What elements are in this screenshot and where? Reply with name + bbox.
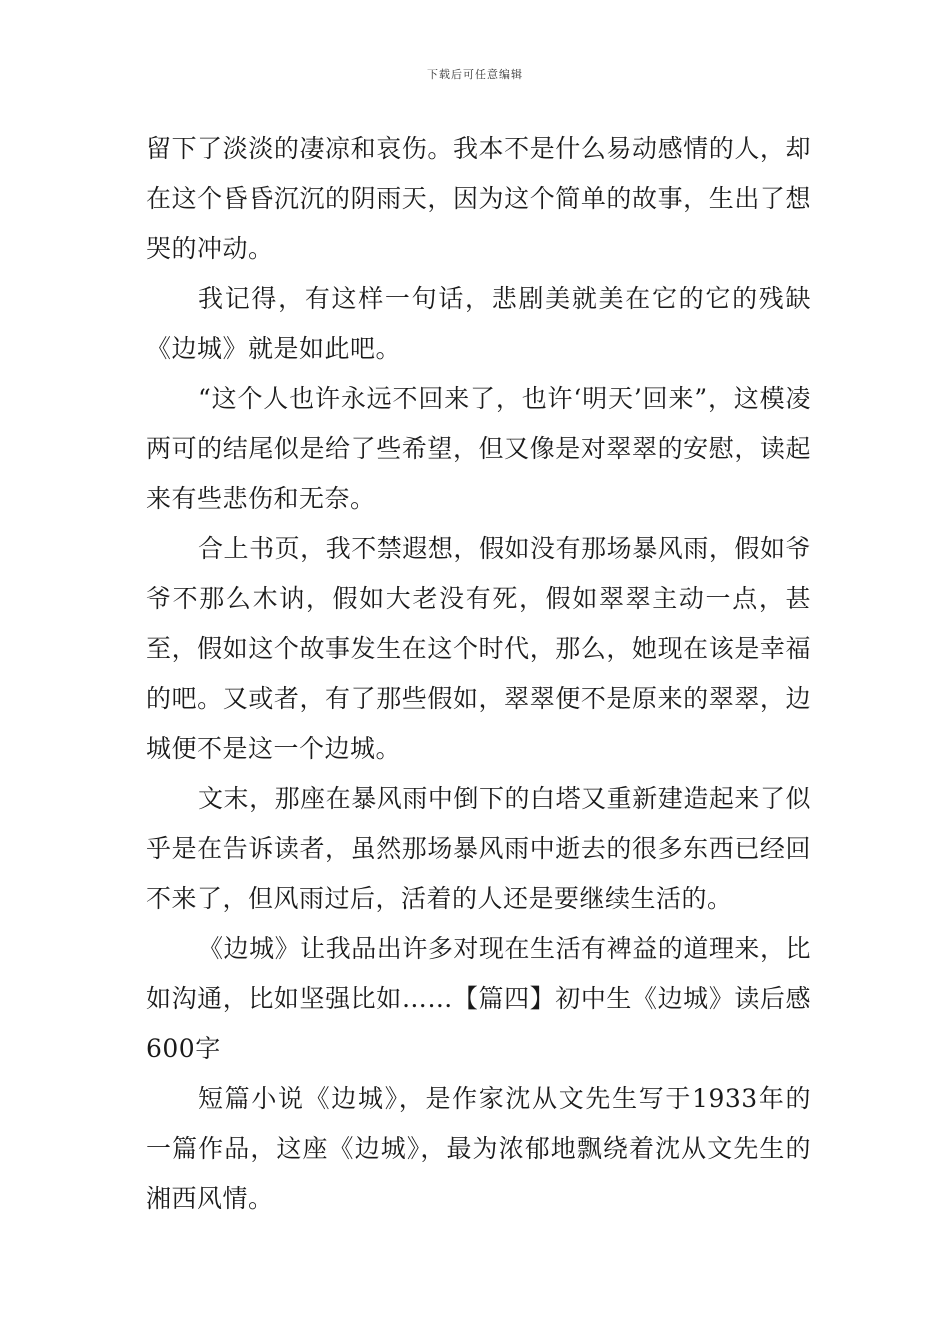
paragraph-1: 留下了淡淡的凄凉和哀伤。我本不是什么易动感情的人，却在这个昏昏沉沉的阴雨天，因为这个简单的故事，生出了想哭的冲动。 [146, 134, 811, 263]
paragraph-4: 合上书页，我不禁遐想，假如没有那场暴风雨，假如爷爷不那么木讷，假如大老没有死，假如翠翠主动一点，甚至，假如这个故事发生在这个时代，那么，她现在该是幸福的吧。又或者，有了那些假如，翠翠便不是原来的翠翠，边城便不是这一个边城。 [146, 534, 811, 763]
paragraph-5: 文末，那座在暴风雨中倒下的白塔又重新建造起来了似乎是在告诉读者，虽然那场暴风雨中逝去的很多东西已经回不来了，但风雨过后，活着的人还是要继续生活的。 [146, 784, 811, 913]
paragraph-3: “这个人也许永远不回来了，也许‘明天’回来”，这模凌两可的结尾似是给了些希望，但又像是对翠翠的安慰，读起来有些悲伤和无奈。 [146, 384, 811, 513]
paragraph-7: 短篇小说《边城》，是作家沈从文先生写于1933年的一篇作品，这座《边城》，最为浓郁地飘绕着沈从文先生的湘西风情。 [146, 1084, 811, 1213]
paragraph-2: 我记得，有这样一句话，悲剧美就美在它的它的残缺《边城》就是如此吧。 [146, 284, 811, 363]
page-header: 下载后可任意编辑 [427, 68, 523, 81]
paragraph-6: 《边城》让我品出许多对现在生活有裨益的道理来，比如沟通，比如坚强比如……【篇四】初中生《边城》读后感600字 [146, 934, 811, 1063]
document-body [146, 124, 811, 1224]
